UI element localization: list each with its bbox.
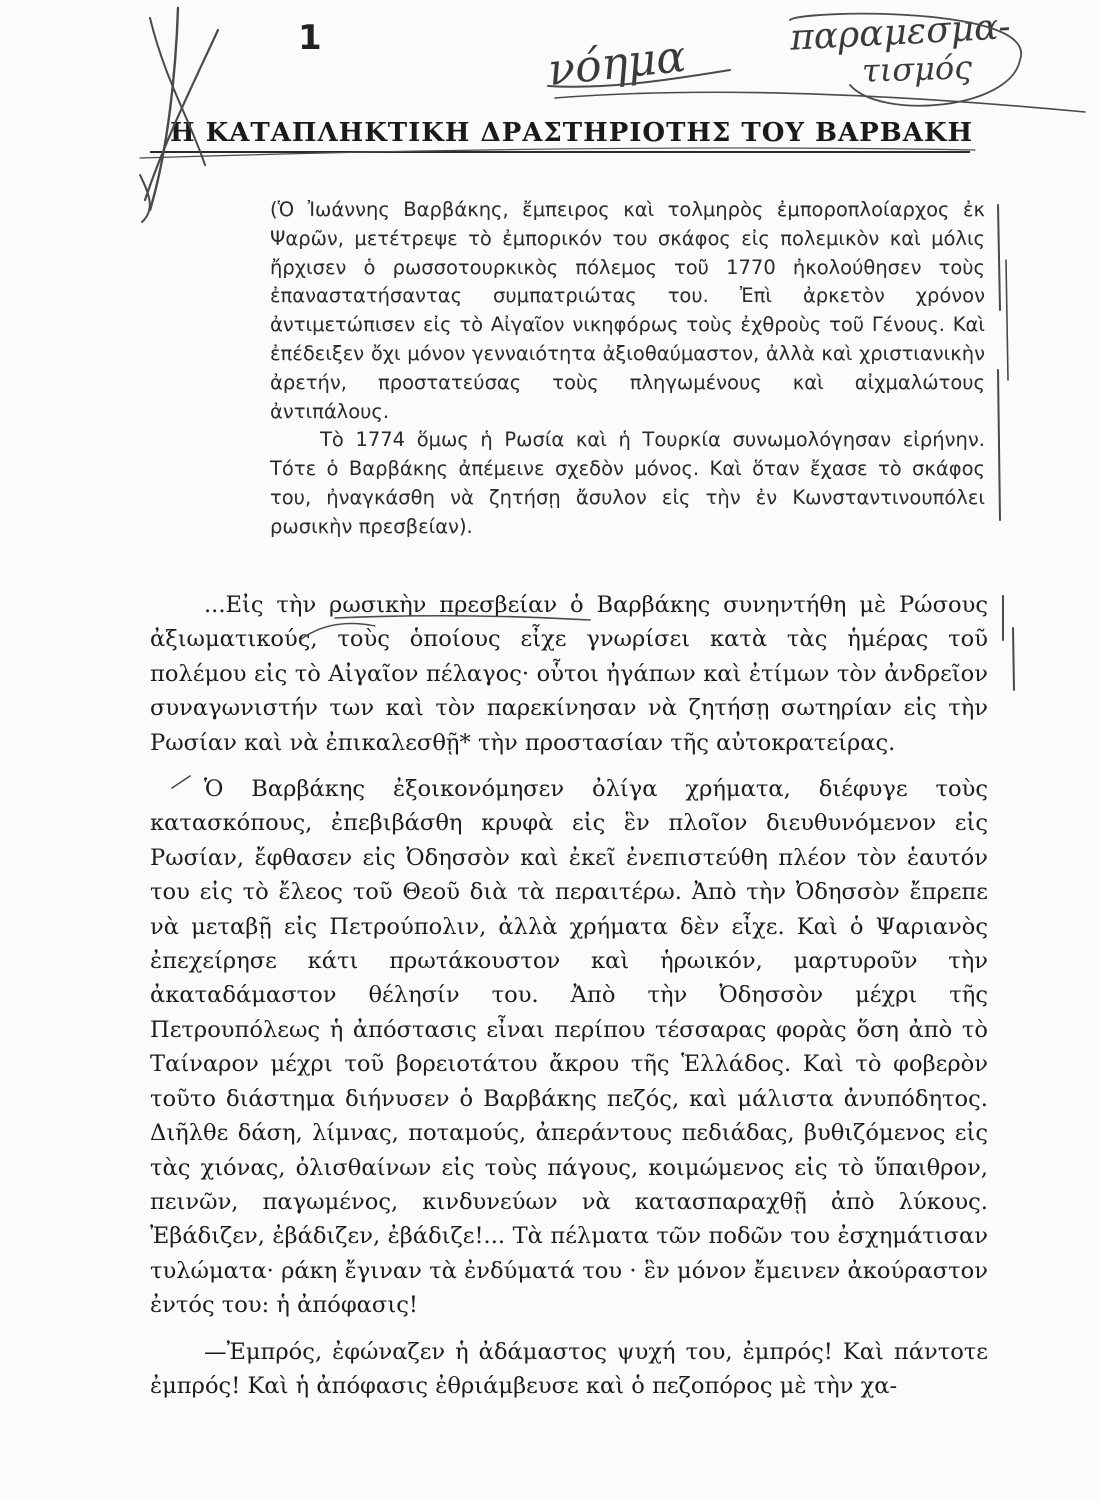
- intro-paragraph-2: Τὸ 1774 ὅμως ἡ Ρωσία καὶ ἡ Τουρκία συνωμολόγησαν εἰρήνην. Τότε ὁ Βαρβάκης ἀπέμεινε σχεδὸν μόνος. Καὶ ὅταν ἔχασε τὸ σκάφος του, ἠναγκάσθη νὰ ζητήσῃ ἄσυλον εἰς τὴν ἐν Κωνσταντινουπόλει ρωσικὴν πρεσβείαν).: [270, 428, 985, 538]
- pencil-hook: [140, 175, 150, 222]
- chapter-title: Η ΚΑΤΑΠΛΗΚΤΙΚΗ ΔΡΑΣΤΗΡΙΟΤΗΣ ΤΟΥ ΒΑΡΒΑΚΗ: [170, 118, 974, 148]
- handwritten-note-1: νόημα: [545, 30, 689, 97]
- body-paragraph-2: Ὁ Βαρβάκης ἐξοικονόμησεν ὀλίγα χρήματα, διέφυγε τοὺς κατασκόπους, ἐπεβιβάσθη κρυφὰ εἰς ἓν πλοῖον διευθυνόμενον εἰς Ρωσίαν, ἔφθασεν εἰς Ὀδησσὸν καὶ ἐκεῖ ἐνεπιστεύθη πλέον τὸν ἑαυτόν του εἰς τὸ ἔλεος τοῦ Θεοῦ διὰ τὰ περαιτέρω. Ἀπὸ τὴν Ὀδησσὸν ἔπρεπε νὰ μεταβῇ εἰς Πετρούπολιν, ἀλλὰ χρήματα δὲν εἶχε. Καὶ ὁ Ψαριανὸς ἐπεχείρησε κάτι πρωτάκουστον καὶ ἡρωικόν, μαρτυροῦν τὴν ἀκαταδάμαστον θέλησίν του. Ἀπὸ τὴν Ὀδησσὸν μέχρι τῆς Πετρουπόλεως ἡ ἀπόστασις εἶναι περίπου τέσσαρας φορὰς ὅση ἀπὸ τὸ Ταίναρον μέχρι τοῦ βορειοτάτου ἄκρου τῆς Ἑλλάδος. Καὶ τὸ φοβερὸν τοῦτο διάστημα διήνυσεν ὁ Βαρβάκης πεζός, καὶ μάλιστα ἀνυπόδητος. Διῆλθε δάση, λίμνας, ποταμούς, ἀπεράντους πεδιάδας, βυθιζόμενος εἰς τὰς χιόνας, ὀλισθαίνων εἰς τοὺς πάγους, κοιμώμενος εἰς τὸ ὕπαιθρον, πεινῶν, παγωμένος, κινδυνεύων νὰ κατασπαραχθῇ ἀπὸ λύκους. Ἐβάδιζεν, ἐβάδιζεν, ἐβάδιζε!... Τὰ πέλματα τῶν ποδῶν του ἐσχημάτισαν τυλώματα· ράκη ἔγιναν τὰ ἐνδύματά του · ἓν μόνον ἔμεινεν ἀκούραστον ἐντός του: ἡ ἀπόφασις!: [150, 776, 988, 1319]
- margin-bar-intro-3: [998, 370, 1000, 520]
- main-text: [150, 588, 988, 1415]
- intro-paragraph-1: (Ὁ Ἰωάννης Βαρβάκης, ἔμπειρος καὶ τολμηρὸς ἐμποροπλοίαρχος ἐκ Ψαρῶν, μετέτρεψε τὸ ἐμπορικόν του σκάφος εἰς πολεμικὸν καὶ μόλις ἤρχισεν ὁ ρωσσοτουρκικὸς πόλεμος τοῦ 1770 ἠκολούθησεν τοὺς ἐπαναστατήσαντας συμπατριώτας του. Ἐπὶ ἀρκετὸν χρόνον ἀντιμετώπισεν εἰς τὸ Αἰγαῖον νικηφόρως τοὺς ἐχθροὺς τοῦ Γένους. Καὶ ἐπέδειξεν ὄχι μόνον γενναιότητα ἀξιοθαύμαστον, ἀλλὰ καὶ χριστιανικὴν ἀρετήν, προστατεύσας τοὺς πληγωμένους καὶ αἰχμαλώτους ἀντιπάλους.: [270, 198, 985, 423]
- margin-bar-intro-1: [998, 205, 1000, 310]
- handwritten-note-2: παραμεσμα-: [789, 6, 1012, 59]
- body-paragraph-3: —Ἐμπρός, ἐφώναζεν ἡ ἀδάμαστος ψυχή του, ἐμπρός! Καὶ πάντοτε ἐμπρός! Καὶ ἡ ἀπόφασις ἐθριάμβευσε καὶ ὁ πεζοπόρος μὲ τὴν χα-: [150, 1338, 988, 1399]
- page-number: 1: [298, 18, 322, 58]
- margin-bar-main-2: [1013, 628, 1014, 690]
- intro-summary: [270, 196, 985, 542]
- body-paragraph-1: ...Εἰς τὴν ρωσικὴν πρεσβείαν ὁ Βαρβάκης συνηντήθη μὲ Ρώσους ἀξιωματικούς, τοὺς ὁποίους εἶχε γνωρίσει κατὰ τὰς ἡμέρας τοῦ πολέμου εἰς τὸ Αἰγαῖον πέλαγος· οὗτοι ἠγάπων καὶ ἐτίμων τὸν ἀνδρεῖον συναγωνιστήν των καὶ τὸν παρεκίνησαν νὰ ζητήσῃ σωτηρίαν εἰς τὴν Ρωσίαν καὶ νὰ ἐπικαλεσθῇ* τὴν προστασίαν τῆς αὐτοκρατείρας.: [150, 592, 988, 756]
- margin-bar-intro-2: [1006, 260, 1008, 380]
- pencil-cross-stroke-1: [150, 8, 178, 210]
- title-underline: [150, 151, 970, 153]
- pencil-cross-stroke-2: [145, 30, 218, 200]
- pencil-long-stroke: [555, 92, 1085, 112]
- handwritten-note-3: τισμός: [861, 48, 973, 90]
